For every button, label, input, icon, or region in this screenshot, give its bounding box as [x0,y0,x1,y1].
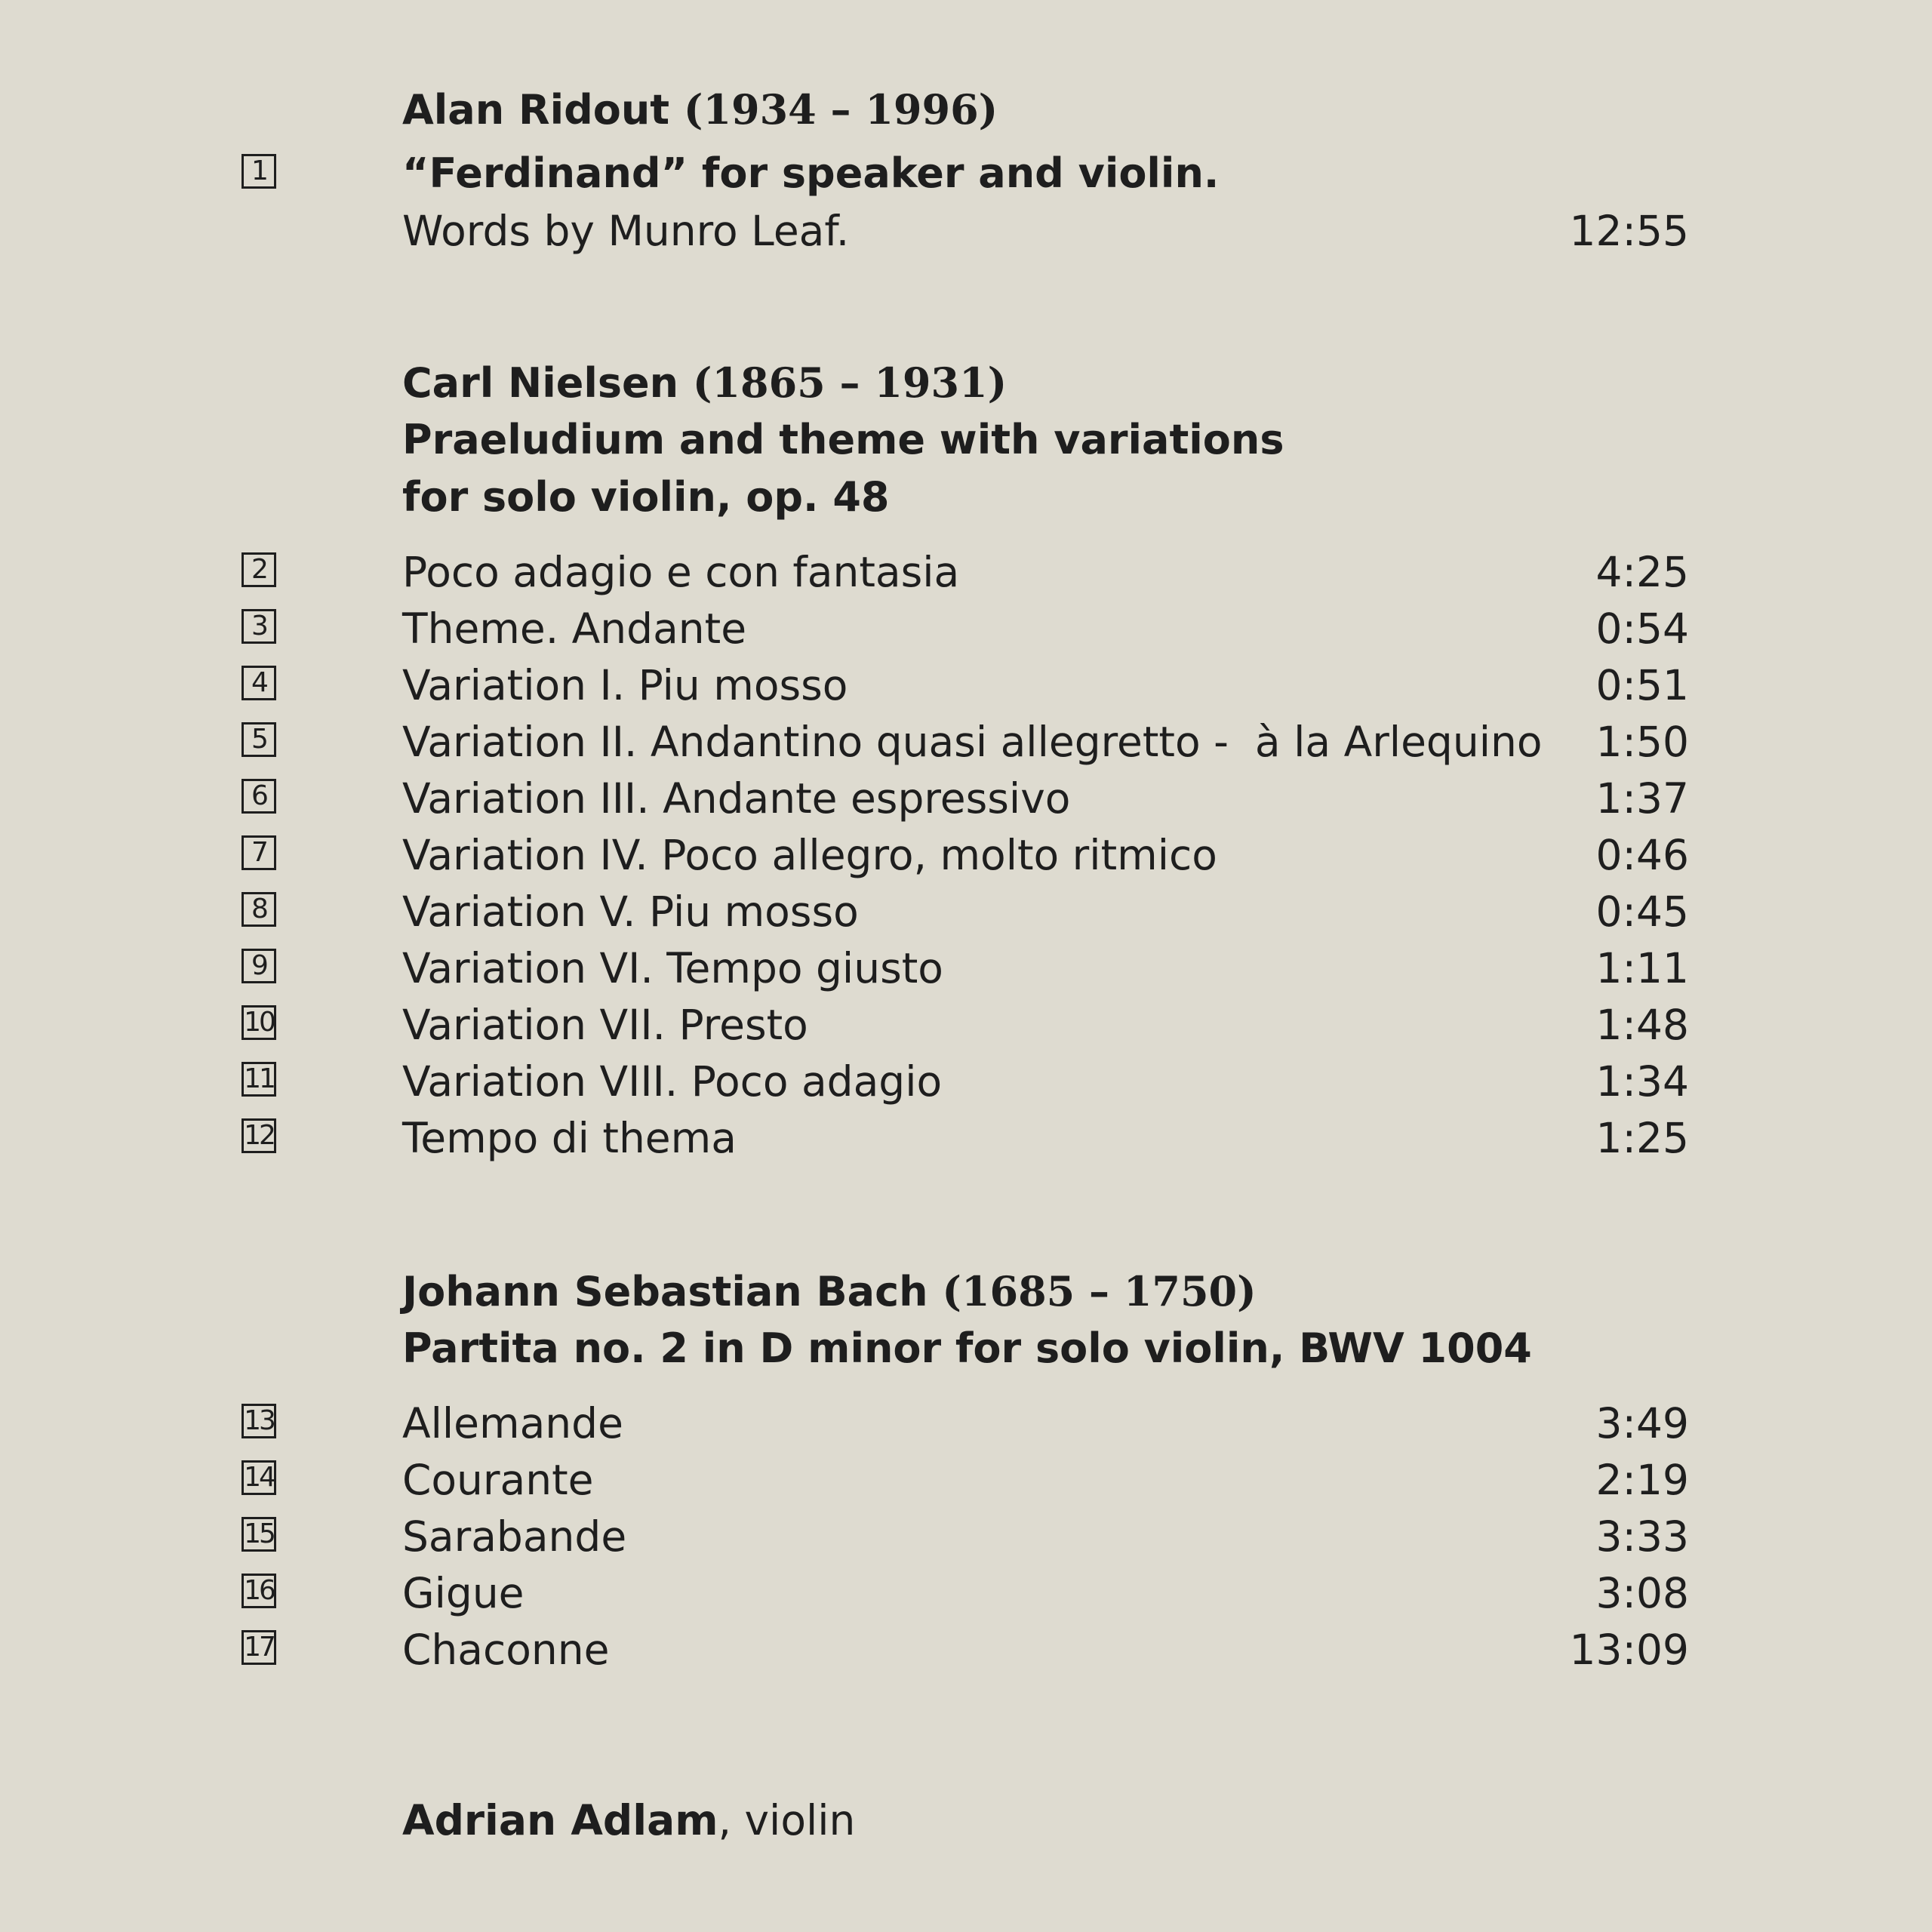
track-row [0,1114,1932,1165]
track-number-box: 17 [242,1630,276,1665]
track-title: Tempo di thema [402,1114,737,1162]
track-duration: 0:45 [1595,888,1689,936]
composer-dates: (1865 – 1931) [692,358,1008,407]
track-duration: 0:46 [1595,831,1689,879]
track-number-box: 14 [242,1460,276,1495]
track-row [0,1399,1932,1451]
track-row [0,1626,1932,1677]
track-title: Variation VII. Presto [402,1001,808,1049]
track-row [0,718,1932,769]
track-number-box: 10 [242,1005,276,1040]
track-number-box: 6 [242,779,276,814]
track-title: Variation II. Andantino quasi allegretto - à la Arlequino [402,718,1543,766]
track-duration: 3:33 [1595,1512,1689,1561]
track-title: Variation V. Piu mosso [402,888,859,936]
track-title: Sarabande [402,1512,627,1561]
track-number-box: 7 [242,835,276,870]
track-duration: 1:11 [1595,944,1689,992]
track-duration: 4:25 [1595,548,1689,596]
track-title: Variation VIII. Poco adagio [402,1057,943,1106]
track-title: Variation VI. Tempo giusto [402,944,943,992]
composer-dates: (1934 – 1996) [683,85,998,134]
composer-name: Carl Nielsen [402,359,679,407]
track-number-box: 3 [242,609,276,644]
track-duration: 1:37 [1595,774,1689,823]
track-number-box: 1 [242,154,276,189]
track-duration: 0:51 [1595,661,1689,709]
track-number-box: 12 [242,1118,276,1153]
track-title: “Ferdinand” for speaker and violin. [402,149,1220,197]
composer-heading [402,1267,1257,1315]
track-duration: 1:34 [1595,1057,1689,1106]
track-duration: 3:08 [1595,1569,1689,1617]
performer-role: , violin [718,1796,856,1844]
track-row [0,774,1932,826]
performer-name: Adrian Adlam [402,1796,718,1844]
track-title: Chaconne [402,1626,610,1674]
track-title: Courante [402,1456,594,1504]
track-row [0,944,1932,995]
track-number-box: 11 [242,1062,276,1097]
work-title: Partita no. 2 in D minor for solo violin, BWV 1004 [402,1324,1532,1372]
composer-dates: (1685 – 1750) [942,1267,1257,1315]
track-row [0,1001,1932,1052]
track-row [0,149,1932,201]
track-number-box: 16 [242,1574,276,1608]
track-row [0,888,1932,939]
track-duration: 2:19 [1595,1456,1689,1504]
track-row [0,548,1932,599]
track-number-box: 15 [242,1517,276,1552]
composer-heading [402,358,1008,407]
track-duration: 1:48 [1595,1001,1689,1049]
track-title: Poco adagio e con fantasia [402,548,960,596]
track-title: Allemande [402,1399,623,1447]
track-row [0,1057,1932,1109]
track-duration: 1:25 [1595,1114,1689,1162]
performer-credit [402,1796,856,1844]
track-duration: 0:54 [1595,605,1689,653]
track-number-box: 4 [242,666,276,700]
composer-name: Johann Sebastian Bach [402,1268,928,1315]
composer-name: Alan Ridout [402,86,670,134]
work-title: for solo violin, op. 48 [402,473,890,521]
track-number-box: 9 [242,949,276,983]
track-title: Theme. Andante [402,605,747,653]
composer-heading [402,85,998,134]
track-number-box: 8 [242,892,276,927]
track-title: Variation IV. Poco allegro, molto ritmico [402,831,1217,879]
track-number-box: 13 [242,1404,276,1438]
track-number-box: 2 [242,552,276,587]
track-row [0,661,1932,712]
track-duration: 12:55 [1569,207,1689,255]
track-duration: 3:49 [1595,1399,1689,1447]
track-duration: 1:50 [1595,718,1689,766]
track-row [0,831,1932,882]
work-title: Praeludium and theme with variations [402,416,1284,463]
track-title: Gigue [402,1569,525,1617]
track-title: Variation III. Andante espressivo [402,774,1071,823]
track-row [0,605,1932,656]
track-title: Variation I. Piu mosso [402,661,848,709]
track-row [0,1456,1932,1507]
track-number-box: 5 [242,722,276,757]
track-duration: 13:09 [1569,1626,1689,1674]
track-row [0,1512,1932,1564]
track-row [0,207,1932,258]
track-subtitle: Words by Munro Leaf. [402,207,850,255]
track-row [0,1569,1932,1620]
